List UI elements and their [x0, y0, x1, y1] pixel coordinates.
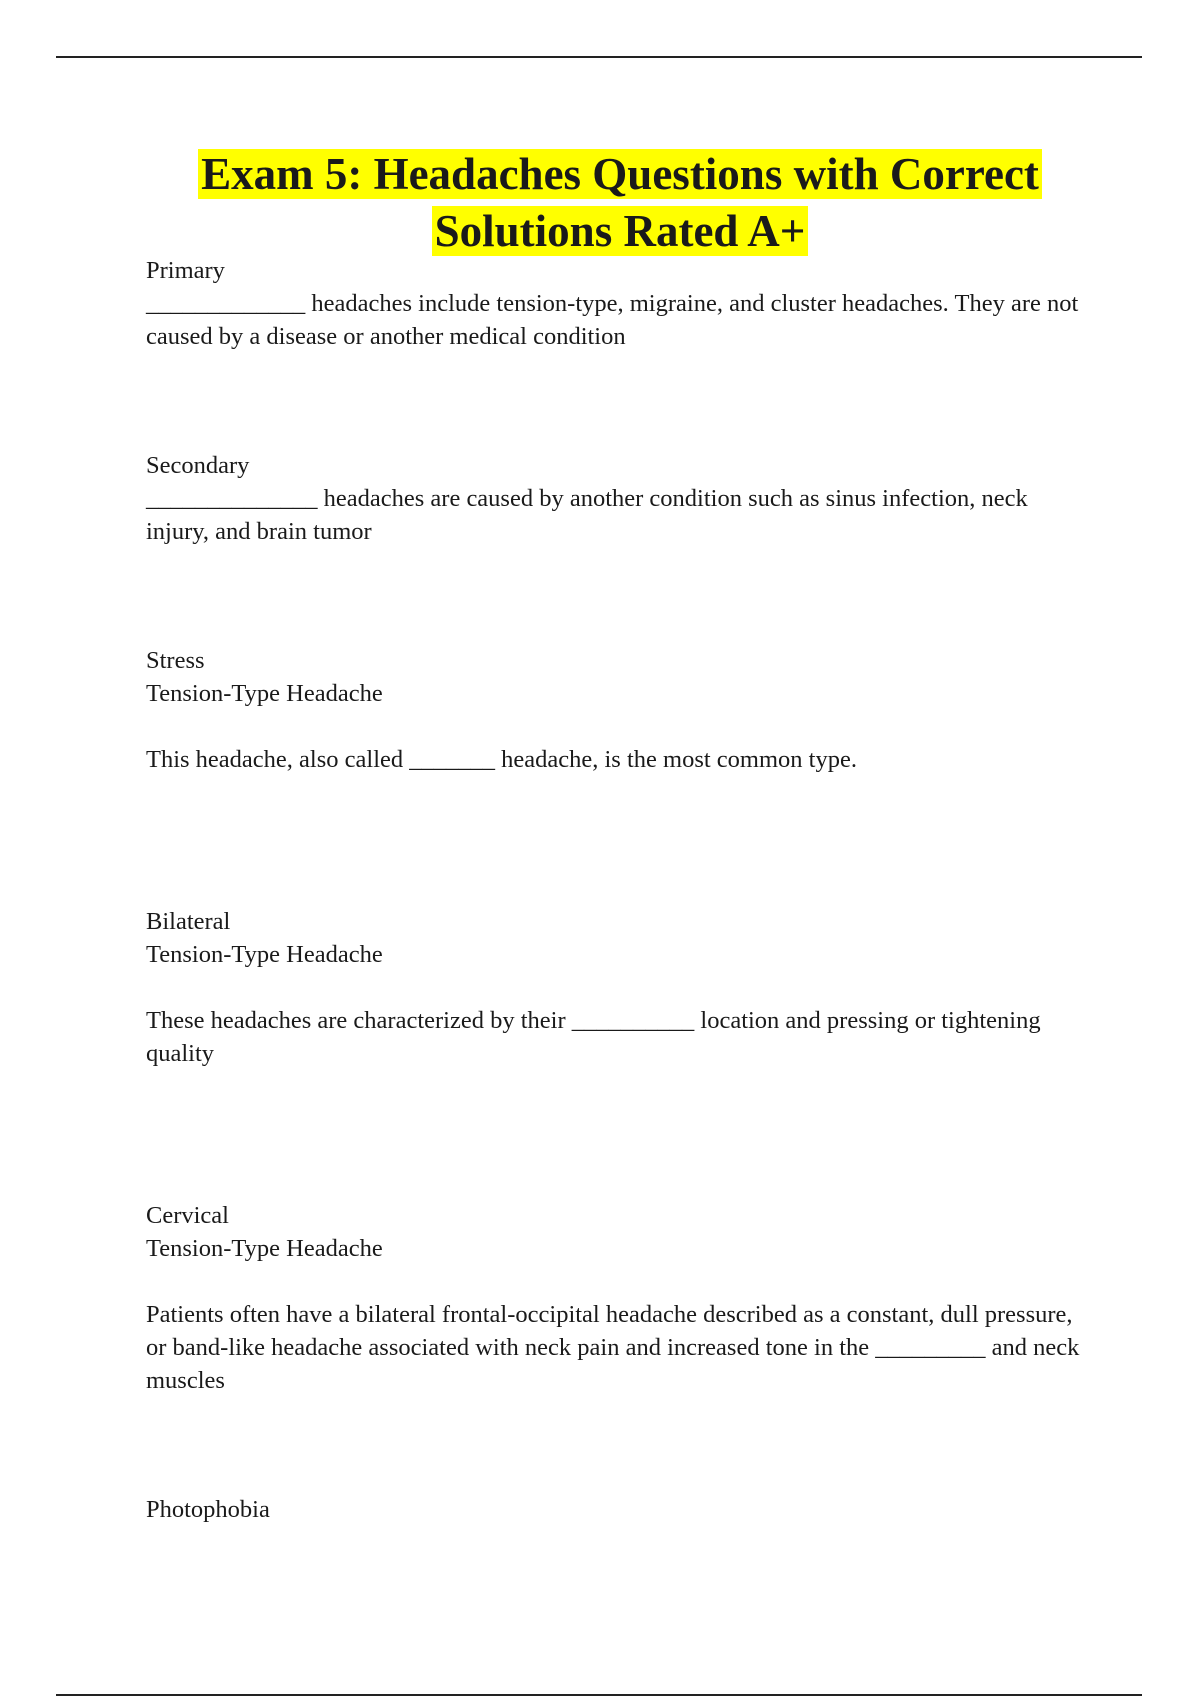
flashcard-primary	[146, 254, 1086, 353]
document-title	[100, 146, 1140, 260]
card-definition: ______________ headaches are caused by another condition such as sinus infection, neck injury, and brain tumor	[146, 485, 1028, 545]
title-line-2: Solutions Rated A+	[432, 206, 809, 256]
card-term: Secondary	[146, 452, 250, 479]
flashcard-list	[146, 254, 1086, 1526]
card-subterm: Tension-Type Headache	[146, 1235, 383, 1262]
flashcard-bilateral	[146, 905, 1086, 1070]
card-subterm: Tension-Type Headache	[146, 680, 383, 707]
card-definition: _____________ headaches include tension-type, migraine, and cluster headaches. They are not caused by a disease or another medical condition	[146, 290, 1079, 350]
card-term: Cervical	[146, 1202, 229, 1229]
card-term: Photophobia	[146, 1496, 270, 1523]
flashcard-stress	[146, 644, 1086, 776]
card-term: Bilateral	[146, 908, 231, 935]
card-subterm: Tension-Type Headache	[146, 941, 383, 968]
flashcard-secondary	[146, 449, 1086, 548]
top-rule	[56, 56, 1142, 58]
bottom-rule	[56, 1694, 1142, 1696]
flashcard-photophobia	[146, 1493, 1086, 1526]
card-definition: This headache, also called _______ headache, is the most common type.	[146, 746, 857, 773]
flashcard-cervical	[146, 1199, 1086, 1397]
card-definition: These headaches are characterized by their __________ location and pressing or tightening quality	[146, 1007, 1041, 1067]
card-term: Primary	[146, 257, 225, 284]
title-line-1: Exam 5: Headaches Questions with Correct	[198, 149, 1042, 199]
card-definition: Patients often have a bilateral frontal-occipital headache described as a constant, dull pressure, or band-like headache associated with neck pain and increased tone in the _________ and neck muscles	[146, 1301, 1080, 1394]
card-term: Stress	[146, 647, 205, 674]
